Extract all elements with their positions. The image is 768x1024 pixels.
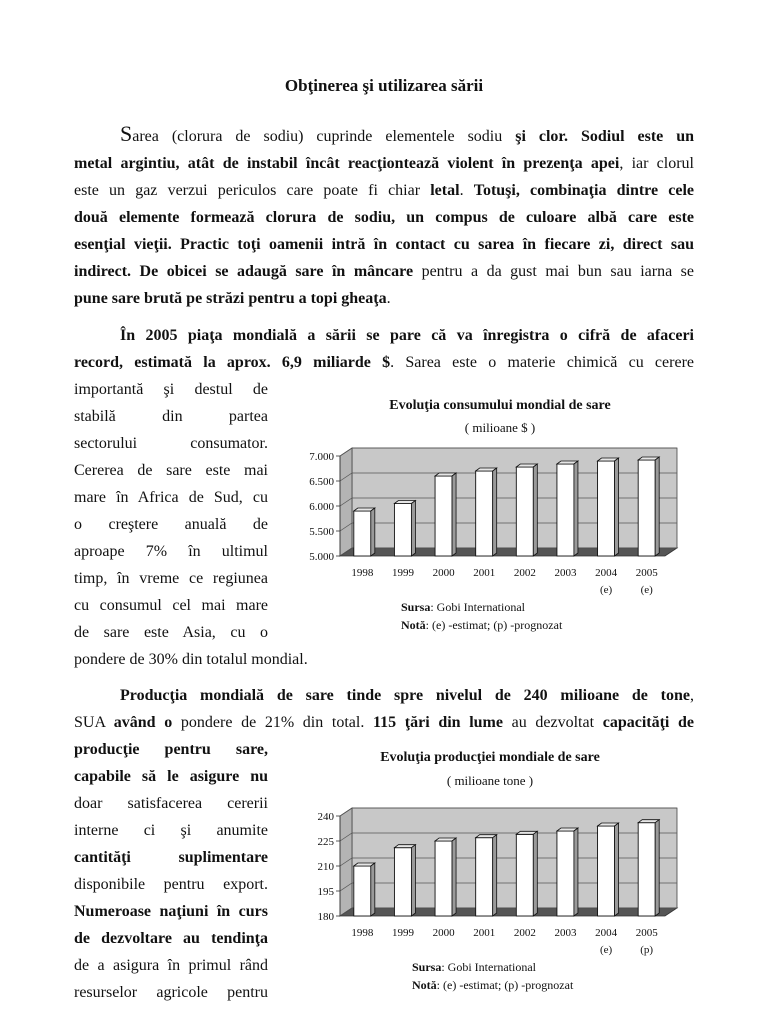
chart-x-tick-label: 1999 (391, 567, 414, 579)
chart-bar-side (452, 473, 456, 556)
market-line-2: record, estimată la aprox. 6,9 miliarde $. Sarea este o materie chimică cu cerere (74, 354, 694, 371)
chart-x-tick-label: 2005 (635, 567, 658, 579)
chart-bar (354, 511, 371, 556)
production-narrow-line: resurselor agricole pentru (74, 984, 268, 1001)
chart-y-tick-label: 5.000 (309, 551, 334, 563)
market-narrow-line: de sare este Asia, cu o (74, 624, 268, 641)
production-narrow-line: de dezvoltare au tendinţa (74, 930, 268, 947)
market-line-1: În 2005 piaţa mondială a sării se pare că va înregistra o cifră de afaceri (120, 327, 694, 344)
chart-bar (638, 823, 655, 916)
chart-x-note-label: (e) (640, 584, 653, 596)
chart-x-tick-label: 1999 (391, 927, 414, 939)
chart-floor (340, 908, 677, 916)
chart-x-tick-label: 1998 (351, 927, 374, 939)
chart-x-tick-label: 2002 (513, 567, 536, 579)
market-narrow-line: importantă şi destul de (74, 381, 268, 398)
intro-line-4: două elemente formează clorura de sodiu, un compus de culoare albă care este (74, 209, 694, 226)
chart-bar (435, 476, 452, 556)
chart-bar (598, 461, 615, 556)
production-line-2: SUA având o pondere de 21% din total. 115 ţări din lume au dezvoltat capacităţi de (74, 714, 695, 731)
chart-bar-side (411, 845, 415, 916)
chart1-subtitle: ( milioane $ ) (464, 420, 536, 435)
production-narrow-line: capabile să le asigure nu (74, 768, 268, 785)
chart1-title: Evoluţia consumului mondial de sare (389, 398, 611, 413)
paragraph-intro (74, 120, 694, 312)
chart-bar (638, 460, 655, 556)
chart-bar-side (371, 863, 375, 916)
production-narrow-line: de a asigura în primul rând (74, 957, 268, 974)
intro-line-7: pune sare brută pe străzi pentru a topi gheaţa. (74, 290, 391, 307)
chart-bar (476, 471, 493, 556)
market-narrow-line: cu consumul cel mai mare (74, 597, 268, 614)
chart-x-tick-label: 2002 (513, 927, 536, 939)
chart-bar-side (411, 501, 415, 557)
chart-y-tick-label: 195 (317, 886, 334, 898)
chart-y-tick-label: 240 (317, 811, 334, 823)
chart-y-tick-label: 5.500 (309, 526, 334, 538)
chart-x-tick-label: 2004 (595, 927, 618, 939)
chart2-subtitle: ( milioane tone ) (446, 773, 534, 788)
chart2-source: Sursa: Gobi International (412, 960, 536, 974)
chart-bar (394, 504, 411, 557)
market-narrow-line: Cererea de sare este mai (74, 462, 268, 479)
chart1-consumption (290, 446, 710, 602)
intro-line-2: metal argintiu, atât de instabil încât reacţiontează violent în prezenţa apei, iar clorul (74, 155, 695, 172)
chart-bar (435, 841, 452, 916)
production-narrow-line: doar satisfacerea cererii (74, 795, 268, 812)
chart-floor (340, 548, 677, 556)
market-narrow-line: timp, în vreme ce regiunea (74, 570, 268, 587)
chart-x-tick-label: 2003 (554, 567, 577, 579)
chart-bar-side (615, 458, 619, 556)
chart-bar-side (655, 820, 659, 916)
market-narrow-line: sectorului consumator. (74, 435, 268, 452)
paragraph-market-narrow (74, 376, 268, 646)
chart-bar (557, 464, 574, 556)
production-narrow-line: cantităţi suplimentare (74, 849, 268, 866)
market-narrow-line: stabilă din partea (74, 408, 268, 425)
chart-bar-side (452, 838, 456, 916)
chart-x-tick-label: 2000 (432, 567, 455, 579)
chart-y-tick-label: 210 (317, 861, 334, 873)
chart-bar-side (574, 461, 578, 556)
chart-y-tick-label: 180 (317, 911, 334, 923)
intro-line-3: este un gaz verzui periculos care poate fi chiar letal. Totuşi, combinaţia dintre cele (74, 182, 695, 199)
chart-y-tick-label: 6.500 (309, 476, 334, 488)
chart-x-tick-label: 2001 (473, 567, 496, 579)
paragraph-market (74, 322, 694, 376)
chart-bar-side (655, 457, 659, 556)
chart-x-note-label: (e) (599, 944, 613, 956)
market-narrow-line: mare în Africa de Sud, cu (74, 489, 268, 506)
market-narrow-line: o creştere anuală de (74, 516, 268, 533)
chart-x-tick-label: 2000 (432, 927, 455, 939)
market-narrow-line: aproape 7% în ultimul (74, 543, 268, 560)
chart-x-tick-label: 2004 (595, 567, 618, 579)
intro-line-5: esenţial vieţii. Practic toţi oamenii intră în contact cu sarea în fiecare zi, direct sau (74, 236, 694, 253)
chart-bar (516, 467, 533, 556)
chart-bar-side (533, 831, 537, 916)
chart-x-note-label: (p) (640, 944, 654, 956)
production-narrow-line: interne ci şi anumite (74, 822, 268, 839)
chart-bar-side (574, 828, 578, 916)
chart-x-tick-label: 2001 (473, 927, 496, 939)
production-line-1: Producţia mondială de sare tinde spre nivelul de 240 milioane de tone, (120, 687, 694, 704)
chart-bar (394, 848, 411, 916)
intro-line-1: Sarea (clorura de sodiu) cuprinde elementele sodiu şi clor. Sodiul este un (120, 121, 695, 146)
chart-bar-side (371, 508, 375, 556)
chart-bar-side (493, 835, 497, 916)
production-narrow-line: Numeroase naţiuni în curs (74, 903, 268, 920)
chart-x-tick-label: 2003 (554, 927, 577, 939)
chart-bar (598, 826, 615, 916)
chart-x-tick-label: 1998 (351, 567, 374, 579)
market-last-line: pondere de 30% din totalul mondial. (74, 651, 308, 668)
chart-bar (476, 838, 493, 916)
document-title: Obţinerea şi utilizarea sării (284, 76, 484, 95)
paragraph-production-narrow (74, 736, 268, 1006)
chart-bar (516, 834, 533, 916)
chart-x-note-label: (e) (599, 584, 613, 596)
chart-bar (557, 831, 574, 916)
chart-bar (354, 866, 371, 916)
intro-line-6: indirect. De obicei se adaugă sare în mâncare pentru a da gust mai bun sau iarna se (74, 263, 695, 280)
chart-bar-side (615, 823, 619, 916)
chart2-note: Notă: (e) -estimat; (p) -prognozat (412, 978, 574, 992)
paragraph-production (74, 682, 694, 736)
production-narrow-line: producţie pentru sare, (74, 741, 268, 758)
chart1-note: Notă: (e) -estimat; (p) -prognozat (401, 618, 563, 632)
chart2-production (290, 806, 710, 962)
production-narrow-line: disponibile pentru export. (74, 876, 268, 893)
chart2-title: Evoluţia producţiei mondiale de sare (380, 750, 600, 765)
chart-y-tick-label: 7.000 (309, 451, 334, 463)
chart-bar-side (533, 464, 537, 556)
chart-x-tick-label: 2005 (635, 927, 658, 939)
chart-bar-side (493, 468, 497, 556)
chart1-source: Sursa: Gobi International (401, 600, 525, 614)
chart-y-tick-label: 6.000 (309, 501, 334, 513)
chart-y-tick-label: 225 (317, 836, 334, 848)
